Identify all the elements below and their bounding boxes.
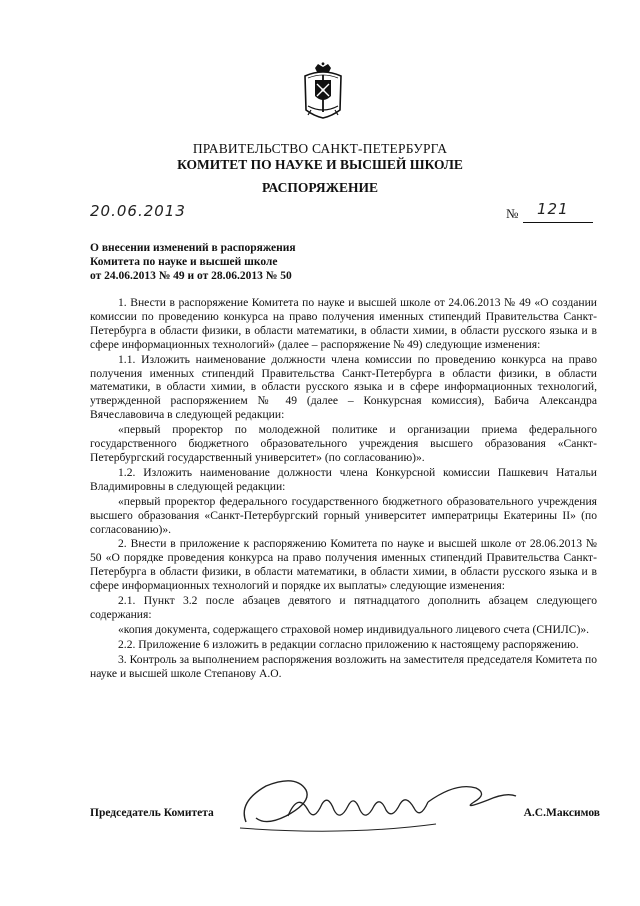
paragraph: 1.1. Изложить наименование должности члена комиссии по проведению конкурса на право получения именных стипендий Правительства Санкт-Петербурга в области физики, в области математики, в области химии, в области русского языка и в сфере информационных технологий, утвержденной распоряжением № 49 (далее – Конкурсная комиссия), Бабича Александра Вячеславовича в следующей редакции: bbox=[90, 352, 597, 422]
number-underline bbox=[523, 222, 593, 223]
paragraph: 2. Внести в приложение к распоряжению Комитета по науке и высшей школе от 28.06.2013 № 50 «О порядке проведения конкурса на право получения именных стипендий Правительства Санкт-Петербурга в области физики, в области математики, в области химии, в области русского языка и в сфере информационных технологий и порядке их выплаты» следующие изменения: bbox=[90, 537, 597, 593]
paragraph: 2.1. Пункт 3.2 после абзацев девятого и пятнадцатого дополнить абзацем следующего содержания: bbox=[90, 594, 597, 621]
number-label: № bbox=[506, 206, 519, 221]
paragraph: «первый проректор по молодежной политике и организации приема федерального государственного бюджетного образовательного учреждения высшего образования «Санкт-Петербургский государственный университет» (по согласованию)». bbox=[90, 423, 597, 464]
document-body bbox=[90, 296, 597, 681]
signatory-title: Председатель Комитета bbox=[90, 807, 214, 819]
paragraph: 1. Внести в распоряжение Комитета по науке и высшей школе от 24.06.2013 № 49 «О создании комиссии по проведению конкурса на право получения именных стипендий Правительства Санкт-Петербурга в области физики, в области математики, в области химии, в области русского языка и в сфере информационных технологий» (далее – распоряжение № 49) следующие изменения: bbox=[90, 296, 597, 351]
signature-row bbox=[90, 807, 600, 831]
signatory-name: А.С.Максимов bbox=[523, 807, 600, 819]
coat-of-arms-icon bbox=[302, 62, 344, 120]
paragraph: «копия документа, содержащего страховой номер индивидуального лицевого счета (СНИЛС)». bbox=[118, 622, 590, 636]
paragraph: «первый проректор федерального государственного бюджетного образовательного учреждения высшего образования «Санкт-Петербургский горный университет императрицы Екатерины II» (по согласованию)». bbox=[90, 494, 597, 536]
document-type: РАСПОРЯЖЕНИЕ bbox=[261, 180, 379, 195]
document-date: 20.06.2013 bbox=[90, 202, 186, 220]
paragraph: 2.2. Приложение 6 изложить в редакции согласно приложению к настоящему распоряжению. bbox=[118, 637, 579, 651]
org-line-committee: КОМИТЕТ ПО НАУКЕ И ВЫСШЕЙ ШКОЛЕ bbox=[177, 157, 463, 172]
org-line-government: ПРАВИТЕЛЬСТВО САНКТ-ПЕТЕРБУРГА bbox=[192, 141, 448, 156]
document-number: 121 bbox=[537, 200, 569, 218]
subject-line: О внесении изменений в распоряжения bbox=[90, 242, 296, 254]
subject-line: Комитета по науке и высшей школе bbox=[90, 256, 278, 268]
paragraph: 3. Контроль за выполнением распоряжения возложить на заместителя председателя Комитета по науке и высшей школе Степанову А.О. bbox=[90, 652, 597, 680]
subject-line: от 24.06.2013 № 49 и от 28.06.2013 № 50 bbox=[90, 270, 292, 282]
paragraph: 1.2. Изложить наименование должности члена Конкурсной комиссии Пашкевич Натальи Владимировны в следующей редакции: bbox=[90, 465, 597, 493]
document-subject bbox=[90, 241, 370, 283]
